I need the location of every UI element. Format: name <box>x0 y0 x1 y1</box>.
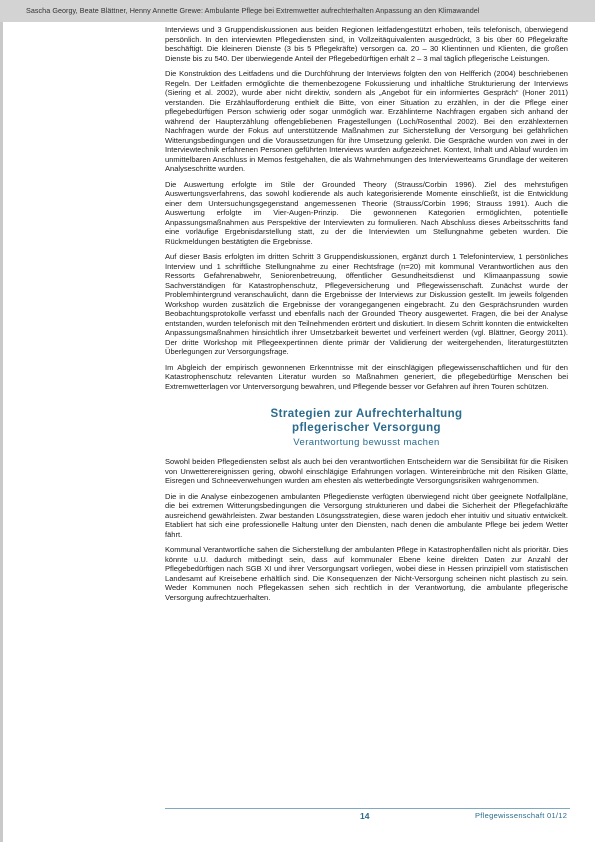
page-edge-shadow <box>0 0 3 842</box>
section-title-line: Strategien zur Aufrechterhaltung <box>270 408 463 420</box>
body-paragraph: Die Konstruktion des Leitfadens und die Durchführung der Interviews folgten den von Helfferich (2004) beschriebenen Regeln. Der Leitfaden ermöglichte die themenbezogene Fokussierung und inhaltliche Strukturierung der Interviews (Siering et al. 2002), wurde aber nicht direktiv, sondern als „Angebot für ein informiertes Gespräch“ (Honer 2011) verstanden. Die Erzählaufforderung enthielt die Bitte, von einer Situation zu erzählen, in der die Pflege einer pflegebedürftigen Person schwierig oder sogar unmöglich war. Erzählinterne Nachfragen ergaben sich anhand der während der Haupterzählung offengebliebenen Fragestellungen (Loch/Rosenthal 2002). Bei den erzählexternen Nachfragen wurde der Fokus auf unterstützende Maßnahmen zur Sicherstellung der Versorgung bei gefährlichen Witterungsbedingungen und die Voraussetzungen für ihre Umsetzung gelenkt. Die Gespräche wurden von zwei in der Interviewtechnik erfahrenen Personen geführten Interviews wurden aufgezeichnet. Kontext, Inhalt und Ablauf wurden im unmittelbaren Anschluss in Memos festgehalten, die als Wahrnehmungen des Interviewerteams Grundlage der weiteren Analyseschritte wurden. <box>165 69 568 173</box>
body-paragraph: Interviews und 3 Gruppendiskussionen aus beiden Regionen leitfadengestützt erhoben, teils telefonisch, überwiegend persönlich. In den interviewten Pflegediensten sind, in Vollzeitäquivalenten ausgedrückt, 3 bis über 60 Pflegekräfte beschäftigt. Die kleineren Dienste (3 bis 5 Pflegekräfte) versorgen ca. 20 – 30 Klientinnen und Klienten, die großen Dienste bis zu 540. Der überwiegende Anteil der Pflegebedürftigen erhält 2 – 3 mal täglich pflegerische Leistungen. <box>165 25 568 63</box>
footer-divider <box>165 808 570 809</box>
body-paragraph: Sowohl beiden Pflegediensten selbst als auch bei den verantwortlichen Entscheidern war die Sensibilität für die Risiken von Unwetterereignissen gering, obwohl einschlägige Erfahrungen vorlagen. Wintereinbrüche mit den Risiken Glätte, Eisregen und Schneeverwehungen wurden am ehesten als wetterbedingte Versorgungsrisiken wahrgenommen. <box>165 457 568 485</box>
running-header <box>0 0 595 22</box>
body-paragraph: Auf dieser Basis erfolgten im dritten Schritt 3 Gruppendiskussionen, ergänzt durch 1 Telefoninterview, 1 persönliches Interview und 1 schriftliche Stellungnahme zu einer Rechtsfrage (n=20) mit kommunal Verantwortlichen aus den Ressorts Gefahrenabwehr, Seniorenbetreuung, öffentlicher Gesundheitsdienst und Klimaanpassung sowie Sachverständigen für Katastrophenschutz, Pflegeversicherung und Pflegewissenschaft. Zunächst wurde der Problemhintergrund veranschaulicht, dann die Ergebnisse der Interviews zur Diskussion gestellt. Im jeweils folgenden Workshop wurden zusätzlich die Ergebnisse der vorangegangenen eingebracht. Zu den Gesprächsrunden wurden Beobachtungsprotokolle verfasst und ebenfalls nach der Grounded Theory ausgewertet. Fragen, die bei der Analyse entstanden, wurden telefonisch mit den Teilnehmenden erörtert und diskutiert. In diesem Schritt konnten die entwickelten Anpassungsmaßnahmen hinsichtlich ihrer Umsetzbarkeit bewertet und verfeinert werden (vgl. Blättner, Georgy 2011). Der dritte Workshop mit Pflegeexpertinnen diente primär der Validierung der weitergehenden, literaturgestützten Überlegungen zur Versorgungsfrage. <box>165 252 569 356</box>
journal-issue-label: Pflegewissenschaft 01/12 <box>475 811 568 820</box>
body-paragraph: Kommunal Verantwortliche sahen die Sicherstellung der ambulanten Pflege in Katastrophenfällen nicht als prioritär. Dies könnte u.U. dadurch mitbedingt sein, dass auf kommunaler Ebene keine direkten Daten zur Anzahl der Pflegebedürftigen nach SGB XI und ihrer Versorgungsart vorliegen, wobei diese in Hessen prinzipiell vom statistischen Landesamt auf Kreisebene erhältlich sind. Die Konsequenzen der Nicht-Versorgung scheinen nicht plastisch zu sein. Weder Kommunen noch Pflegekassen sehen sich rechtlich in der Verantwortung, die ambulante pflegerische Versorgung aufrechtzuerhalten. <box>165 545 568 602</box>
running-header-title: Sascha Georgy, Beate Blättner, Henny Annette Grewe: Ambulante Pflege bei Extremwetter aufrechterhalten Anpassung an den Klimawandel <box>26 6 480 15</box>
section-title-line: pflegerischer Versorgung <box>292 422 441 434</box>
body-paragraph: Die in die Analyse einbezogenen ambulanten Pflegedienste verfügten überwiegend nicht über geeignete Notfallpläne, die bei extremen Witterungsbedingungen die Versorgung strukturieren und dabei die Sicherheit der Pflegefachkräfte ausreichend gewährleisten. Zwar bestanden Lösungsstrategien, diese waren jedoch eher intuitiv und situativ entwickelt. Etabliert hat sich eine professionelle Haltung unter den Diensten, nach denen die ambulante Pflege bei jedem Wetter fährt. <box>165 491 568 539</box>
section-heading-block <box>165 407 568 449</box>
body-paragraph: Im Abgleich der empirisch gewonnenen Erkenntnisse mit der einschlägigen pflegewissenschaftlichen und für den Katastrophenschutz relevanten Literatur wurden so Maßnahmen generiert, die pflegebedürftige Menschen bei Extremwetterlagen vor Unterversorgung bewahren, und Pflegende besser vor Gefahren auf ihren Touren schützen. <box>165 362 568 391</box>
page-number: 14 <box>360 811 370 821</box>
section-subtitle: Verantwortung bewusst machen <box>293 437 440 448</box>
article-body <box>165 25 568 608</box>
body-paragraph: Die Auswertung erfolgte im Stile der Grounded Theory (Strauss/Corbin 1996). Ziel des mehrstufigen Auswertungsverfahrens, das sowohl kodierende als auch kategorisierende Momente einschließt, ist die Entwicklung einer dem Untersuchungsgegenstand angemessenen Theorie (Strauss/Corbin 1996; Strauss 1991). Auch die Auswertung erfolgte im Vier-Augen-Prinzip. Die gewonnenen Kategorien ermöglichten, potentielle Anpassungsmaßnahmen aus Perspektive der Interviewten zu formulieren. Nach Abschluss dieses Arbeitsschritts fand eine vorläufige Ergebnisdarstellung statt, zu der die Interviewten um Stellungnahme gebeten wurden. Die Rückmeldungen bestätigten die Ergebnisse. <box>165 179 568 246</box>
